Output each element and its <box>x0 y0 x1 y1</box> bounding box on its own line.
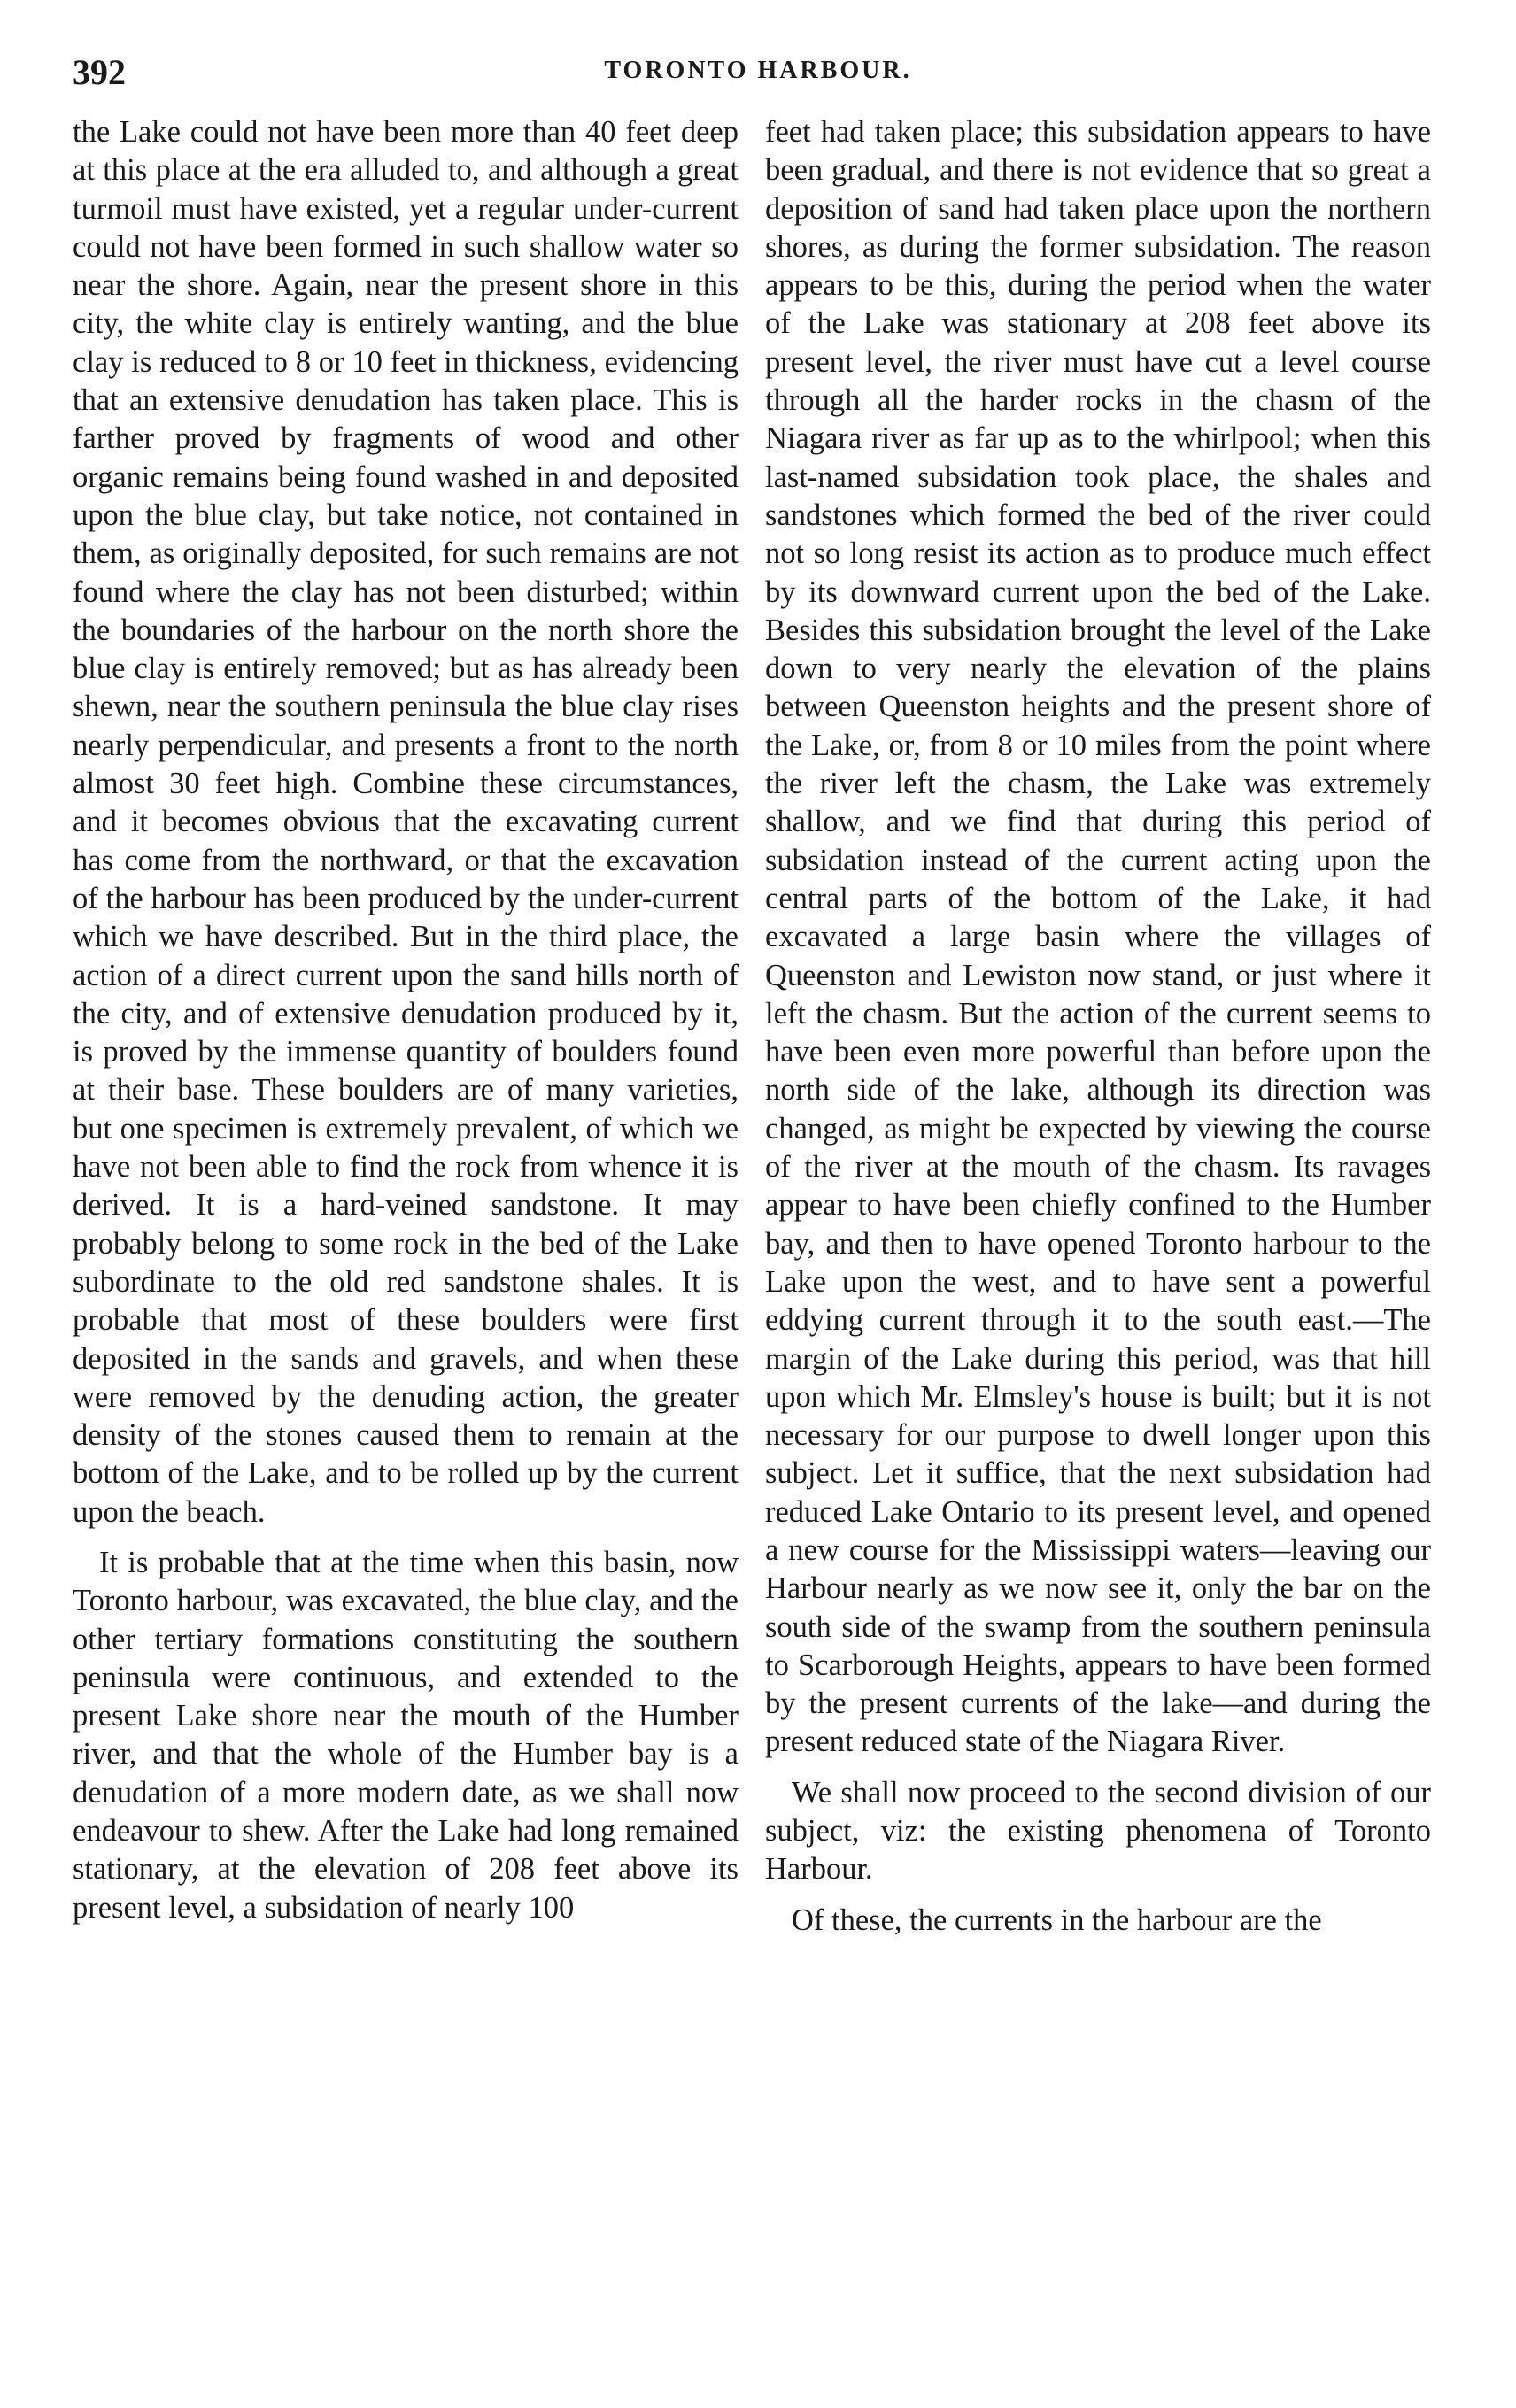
running-head: TORONTO HARBOUR. <box>604 57 912 84</box>
page-header <box>73 51 1443 104</box>
paragraph: feet had taken place; this subsidation appears to have been gradual, and there is not evidence that so great a deposition of sand had taken place upon the northern shores, as during the former subsidation. The reason appears to be this, during the period when the water of the Lake was stationary at 208 feet above its present level, the river must have cut a level course through all the harder rocks in the chasm of the Niagara river as far up as to the whirlpool; when this last-named subsidation took place, the shales and sandstones which formed the bed of the river could not so long resist its action as to produce much effect by its downward current upon the bed of the Lake. Besides this subsidation brought the level of the Lake down to very nearly the elevation of the plains between Queenston heights and the present shore of the Lake, or, from 8 or 10 miles from the point where the river left the chasm, the Lake was extremely shallow, and we find that during this period of subsidation instead of the current acting upon the central parts of the bottom of the Lake, it had excavated a large basin where the villages of Queenston and Lewiston now stand, or just where it left the chasm. But the action of the current seems to have been even more powerful than before upon the north side of the lake, although its direction was changed, as might be expected by viewing the course of the river at the mouth of the chasm. Its ravages appear to have been chiefly confined to the Humber bay, and then to have opened Toronto harbour to the Lake upon the west, and to have sent a powerful eddying current through it to the south east.—The margin of the Lake during this period, was that hill upon which Mr. Elmsley's house is built; but it is not necessary for our purpose to dwell longer upon this subject. Let it suffice, that the next subsidation had reduced Lake Ontario to its present level, and opened a new course for the Mississippi waters—leaving our Harbour nearly as we now see it, only the bar on the south side of the swamp from the southern peninsula to Scarborough Heights, appears to have been formed by the present currents of the lake—and during the present reduced state of the Niagara River. <box>765 115 1431 1759</box>
paragraph: We shall now proceed to the second division of our subject, viz: the existing phenomena of Toronto Harbour. <box>765 1775 1431 1887</box>
paragraph: the Lake could not have been more than 40 feet deep at this place at the era alluded to, and although a great turmoil must have existed, yet a regular under-current could not have been formed in such shallow water so near the shore. Again, near the present shore in this city, the white clay is entirely wanting, and the blue clay is reduced to 8 or 10 feet in thickness, evidencing that an extensive denudation has taken place. This is farther proved by fragments of wood and other organic remains being found washed in and deposited upon the blue clay, but take notice, not contained in them, as originally deposited, for such remains are not found where the clay has not been disturbed; within the boundaries of the harbour on the north shore the blue clay is entirely removed; but as has already been shewn, near the southern peninsula the blue clay rises nearly perpendicular, and presents a front to the north almost 30 feet high. Combine these circumstances, and it becomes obvious that the excavating current has come from the northward, or that the excavation of the harbour has been produced by the under-current which we have described. But in the third place, the action of a direct current upon the sand hills north of the city, and of extensive denudation produced by it, is proved by the immense quantity of boulders found at their base. These boulders are of many varieties, but one specimen is extremely prevalent, of which we have not been able to find the rock from whence it is derived. It is a hard-veined sandstone. It may probably belong to some rock in the bed of the Lake subordinate to the old red sandstone shales. It is probable that most of these boulders were first deposited in the sands and gravels, and when these were removed by the denuding action, the greater density of the stones caused them to remain at the bottom of the Lake, and to be rolled up by the current upon the beach. <box>73 115 739 1529</box>
paragraph: Of these, the currents in the harbour are the <box>792 1902 1322 1937</box>
page-number: 392 <box>73 52 126 92</box>
paragraph: It is probable that at the time when this basin, now Toronto harbour, was excavated, the blue clay, and the other tertiary formations constituting the southern peninsula were continuous, and extended to the present Lake shore near the mouth of the Humber river, and that the whole of the Humber bay is a denudation of a more modern date, as we shall now endeavour to shew. After the Lake had long remained stationary, at the elevation of 208 feet above its present level, a subsidation of nearly 100 <box>73 1545 739 1925</box>
right-column <box>765 113 1431 1940</box>
left-column <box>73 113 739 1927</box>
